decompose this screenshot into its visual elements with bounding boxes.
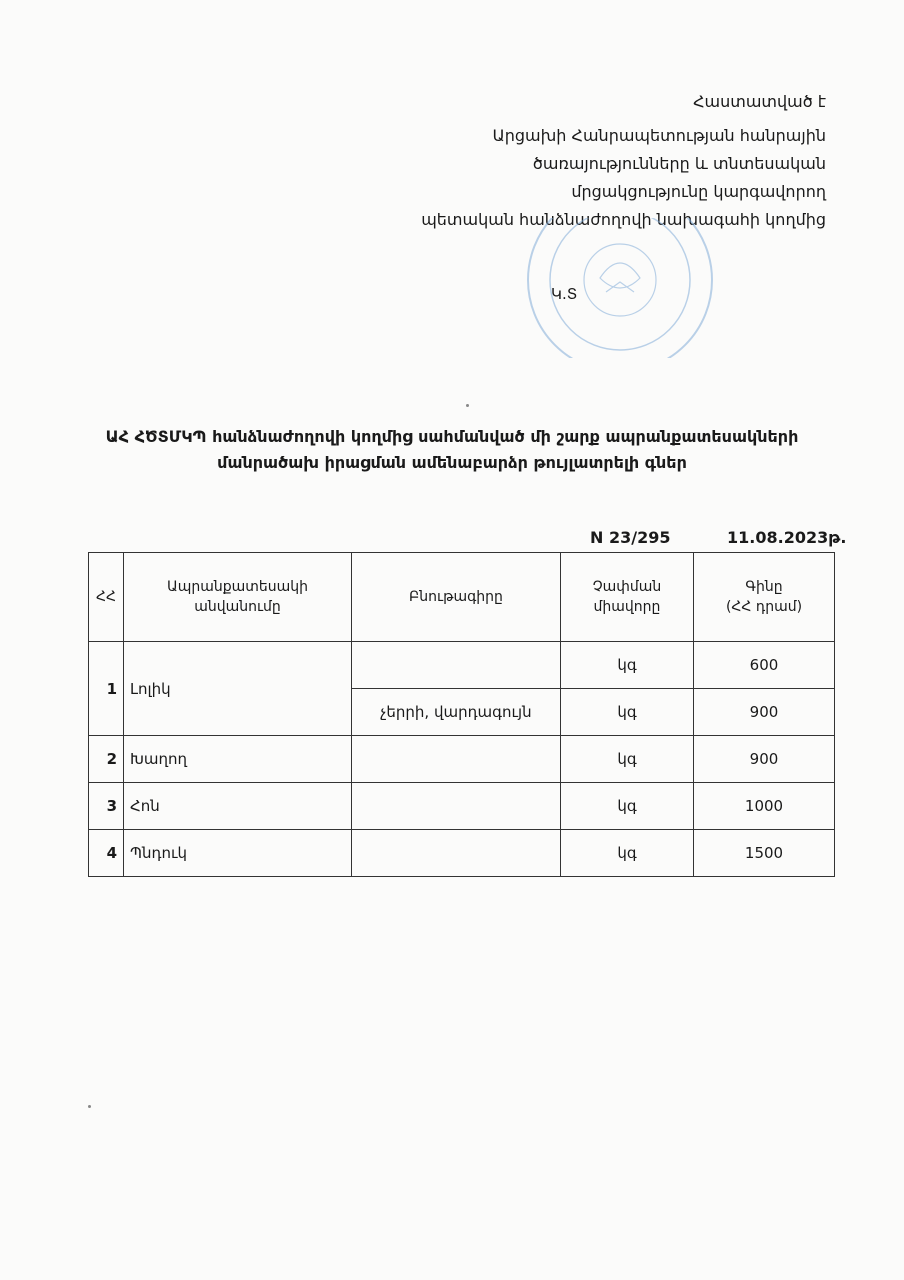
row-num: 1	[89, 642, 124, 736]
header-unit	[561, 553, 694, 642]
document-title-line: մանրածախ իրացման ամենաբարձր թույլատրելի գներ	[217, 453, 687, 472]
header-name	[124, 553, 352, 642]
table-row	[89, 642, 835, 689]
header-price-line: (ՀՀ դրամ)	[725, 599, 803, 615]
header-desc: Բնութագիրը	[352, 553, 561, 642]
approval-line: պետական հանձնաժողովի նախագահի կողմից	[421, 210, 826, 229]
row-price: 900	[694, 736, 835, 783]
row-desc	[352, 642, 561, 689]
row-num: 3	[89, 783, 124, 830]
row-num: 4	[89, 830, 124, 877]
header-name-line: անվանումը	[194, 599, 281, 615]
paper-speck	[88, 1105, 91, 1108]
header-unit-line: միավորը	[593, 599, 661, 615]
header-num: ՀՀ	[89, 553, 124, 642]
header-unit-line: Չափման	[592, 579, 662, 595]
table-row	[89, 830, 835, 877]
document-date: 11.08.2023թ.	[727, 528, 847, 547]
row-price: 600	[694, 642, 835, 689]
row-num: 2	[89, 736, 124, 783]
approval-line: Արցախի Հանրապետության հանրային	[492, 126, 826, 145]
row-unit: կգ	[561, 830, 694, 877]
table-row	[89, 783, 835, 830]
header-price	[694, 553, 835, 642]
row-name: Խաղող	[124, 736, 352, 783]
row-desc	[352, 830, 561, 877]
approval-line: մրցակցությունը կարգավորող	[571, 182, 826, 201]
document-title-line: ԱՀ ՀԾՏՄԿՊ հանձնաժողովի կողմից սահմանված մի շարք ապրանքատեսակների	[105, 427, 799, 446]
approval-title: Հաստատված է	[693, 92, 826, 111]
row-desc	[352, 783, 561, 830]
approval-block	[421, 88, 826, 234]
row-name: Հոն	[124, 783, 352, 830]
row-unit: կգ	[561, 642, 694, 689]
row-price: 1500	[694, 830, 835, 877]
row-price: 900	[694, 689, 835, 736]
row-unit: կգ	[561, 689, 694, 736]
row-name: Լոլիկ	[124, 642, 352, 736]
row-unit: կգ	[561, 783, 694, 830]
table-header-row	[89, 553, 835, 642]
seal-stamp-icon	[520, 218, 720, 358]
approval-line: ծառայությունները և տնտեսական	[532, 154, 826, 173]
row-desc: չերրի, վարդագույն	[352, 689, 561, 736]
row-desc	[352, 736, 561, 783]
row-price: 1000	[694, 783, 835, 830]
document-number: N 23/295	[590, 528, 671, 547]
document-title	[60, 424, 844, 476]
row-unit: կգ	[561, 736, 694, 783]
row-name: Պնդուկ	[124, 830, 352, 877]
table-row	[89, 736, 835, 783]
paper-speck	[466, 404, 469, 407]
header-name-line: Ապրանքատեսակի	[166, 579, 309, 595]
signature-mark: Կ.Տ	[551, 285, 578, 303]
price-table	[88, 552, 835, 877]
header-price-line: Գինը	[745, 579, 783, 595]
